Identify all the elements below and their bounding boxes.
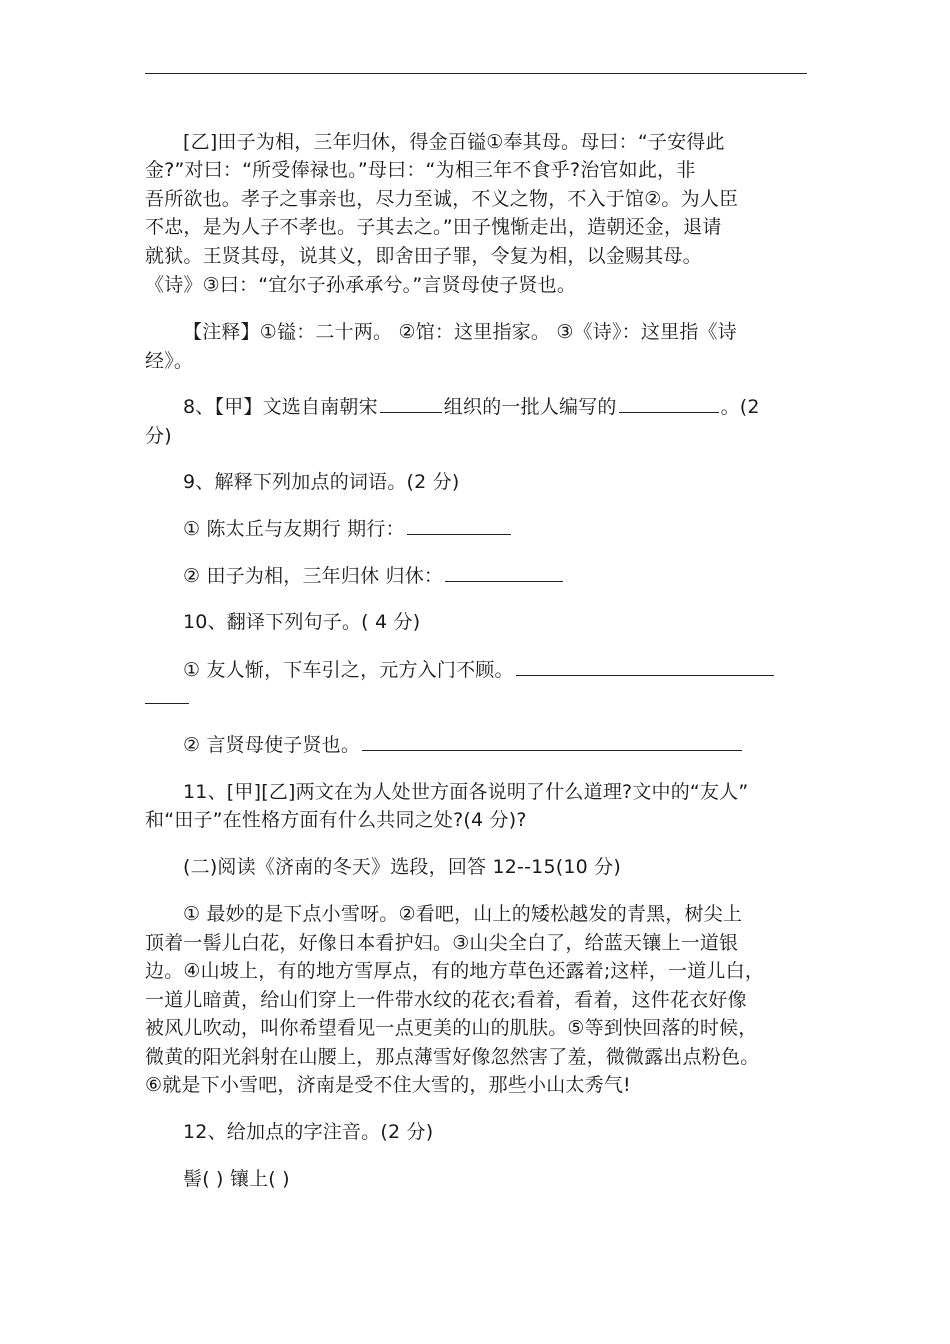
question-8-text-3: 。(2 [720, 396, 760, 418]
question-8-line-2: 分) [145, 425, 172, 447]
question-10-item-1-text: ① 友人惭，下车引之，元方入门不顾。 [183, 659, 514, 681]
question-9-item-2-text: ② 田子为相，三年归休 归休： [183, 565, 444, 587]
passage-winter-line-7: ⑥就是下小雪吧，济南是受不住大雪的，那些小山太秀气! [145, 1074, 631, 1096]
question-9-item-2 [183, 562, 565, 590]
answer-blank-9a[interactable] [407, 516, 511, 535]
question-12-item: 髻( ) 镶上( ) [183, 1168, 290, 1190]
question-10-item-1 [183, 656, 776, 684]
passage-winter-line-1: ① 最妙的是下点小雪呀。②看吧，山上的矮松越发的青黑，树尖上 [183, 903, 743, 925]
question-11-line-2: 和“田子”在性格方面有什么共同之处?(4 分)? [145, 809, 527, 831]
answer-blank-8a[interactable] [380, 394, 442, 413]
question-8-text-1: 8、【甲】文选自南朝宋 [183, 396, 378, 418]
notes-line-1: 【注释】①镒：二十两。 ②馆：这里指家。 ③《诗》：这里指《诗 [183, 321, 737, 343]
question-11-line-1: 11、[甲][乙]两文在为人处世方面各说明了什么道理?文中的“友人” [183, 781, 749, 803]
passage-winter-line-4: 一道儿暗黄，给山们穿上一件带水纹的花衣;看着，看着，这件花衣好像 [145, 989, 747, 1011]
question-12-title: 12、给加点的字注音。(2 分) [183, 1121, 434, 1143]
answer-blank-10a-cont[interactable] [145, 685, 189, 704]
header-rule [145, 73, 807, 74]
question-8-text-2: 组织的一批人编写的 [443, 396, 617, 418]
passage-winter-line-2: 顶着一髻儿白花，好像日本看护妇。③山尖全白了，给蓝天镶上一道银 [145, 932, 739, 954]
passage-winter-line-3: 边。④山坡上，有的地方雪厚点，有的地方草色还露着;这样，一道儿白， [145, 960, 765, 982]
passage-winter-line-5: 被风儿吹动，叫你希望看见一点更美的山的肌肤。⑤等到快回落的时候， [145, 1017, 758, 1039]
question-9-item-1-text: ① 陈太丘与友期行 期行： [183, 518, 405, 540]
passage-yi-line-2: 金?”对曰：“所受俸禄也。”母曰：“为相三年不食乎?治官如此，非 [145, 159, 696, 181]
passage-yi-line-5: 就狱。王贤其母，说其义，即舍田子罪，令复为相，以金赐其母。 [145, 245, 702, 267]
question-10-item-2-text: ② 言贤母使子贤也。 [183, 734, 361, 756]
passage-winter-line-6: 微黄的阳光斜射在山腰上，那点薄雪好像忽然害了羞，微微露出点粉色。 [145, 1046, 760, 1068]
passage-yi-line-3: 吾所欲也。孝子之事亲也，尽力至诚，不义之物，不入于馆②。为人臣 [145, 188, 739, 210]
question-8 [183, 393, 760, 421]
question-9-item-1 [183, 515, 513, 543]
answer-blank-10b[interactable] [362, 732, 742, 751]
notes-line-2: 经》。 [145, 350, 194, 372]
passage-yi-line-4: 不忠，是为人子不孝也。子其去之。”田子愧惭走出，造朝还金，退请 [145, 216, 722, 238]
section-2-title: (二)阅读《济南的冬天》选段，回答 12--15(10 分) [183, 856, 621, 878]
question-10-item-2 [183, 731, 744, 759]
question-10-item-1-cont [145, 684, 191, 712]
question-10-title: 10、翻译下列句子。( 4 分) [183, 611, 421, 633]
answer-blank-8b[interactable] [619, 394, 719, 413]
answer-blank-9b[interactable] [445, 563, 563, 582]
passage-yi-line-1: [乙]田子为相，三年归休，得金百镒①奉其母。母曰：“子安得此 [183, 131, 725, 153]
passage-yi-line-6: 《诗》③曰：“宜尔子孙承承兮。”言贤母使子贤也。 [145, 274, 577, 296]
answer-blank-10a[interactable] [516, 657, 774, 676]
question-9-title: 9、解释下列加点的词语。(2 分) [183, 471, 460, 493]
